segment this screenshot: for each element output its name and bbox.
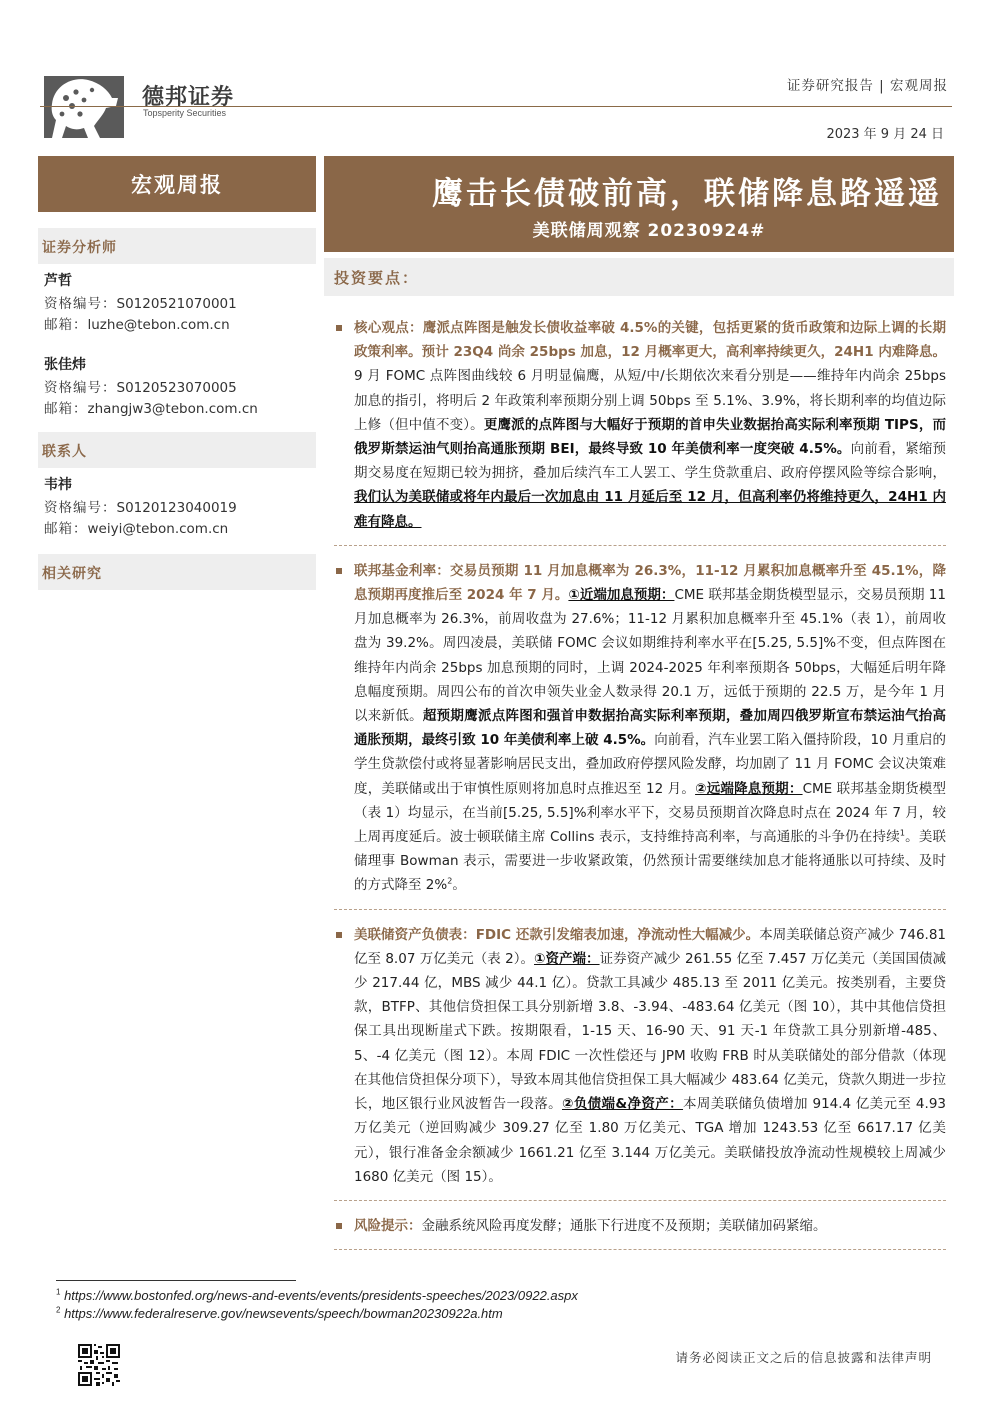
brand-name-cn: 德邦证券 [142, 85, 235, 110]
analyst-cert: 资格编号：S0120523070005 [44, 380, 237, 396]
investment-highlights-heading: 投资要点： [324, 258, 954, 296]
contact-email[interactable]: 邮箱：weiyi@tebon.com.cn [44, 521, 229, 537]
bullet-icon [336, 325, 342, 331]
analyst-name: 张佳炜 [44, 357, 86, 373]
related-research-heading: 相关研究 [38, 554, 316, 590]
footnote-ref[interactable]: 2 [447, 876, 453, 886]
bullet-icon [336, 568, 342, 574]
legal-disclaimer: 请务必阅读正文之后的信息披露和法律声明 [675, 1350, 932, 1365]
sidebar [38, 228, 316, 590]
analyst-heading: 证券分析师 [38, 228, 316, 264]
analyst-email[interactable]: 邮箱：zhangjw3@tebon.com.cn [44, 401, 258, 417]
title-banner [324, 156, 954, 252]
analyst-email[interactable]: 邮箱：luzhe@tebon.com.cn [44, 317, 230, 333]
analyst-cert: 资格编号：S0120521070001 [44, 296, 237, 312]
fed-funds-paragraph: 联邦基金利率：交易员预期 11 月加息概率为 26.3%，11-12 月累积加息概率升至 45.1%，降息预期再度推后至 2024 年 7 月。①近端加息预期：CME 联邦基金期货模型显示，交易员预期 11 月加息概率为 26.3%，前周收盘为 27.6%；11-12 月累积加息概率升至 45.1%（表 1），前周收盘为 39.2%。周四凌晨，美联储 FOMC 会议如期维持利率水平在[5.25, 5.5]%不变，但点阵图在维持年内尚余 25bps 加息预期的同时，上调 2024-2025 年利率预期各 50bps，大幅延后明年降息幅度预期。周四公布的首次申领失业金人数录得 20.1 万，远低于预期的 22.5 万，是今年 1 月以来新低。超预期鹰派点阵图和强首申数据抬高实际利率预期，叠加周四俄罗斯宣布禁运油气抬高通胀预期，最终引致 10 年美债利率上破 4.5%。向前看，汽车业罢工陷入僵持阶段，10 月重启的学生贷款偿付或将显著影响居民支出，叠加政府停摆风险发酵，均加剧了 11 月 FOMC 会议决策难度，美联储或出于审慎性原则将加息时点推迟至 12 月。②远端降息预期：CME 联邦基金期货模型（表 1）均显示，在当前[5.25, 5.5]%利率水平下，交易员预期首次降息时点在 2024 年 7 月，较上周再度延后。波士顿联储主席 Collins 表示，支持维持高利率，与高通胀的斗争仍在持续$^1$。美联储理事 Bowman 表示，需要进一步收紧政策，仍然预计需要继续加息才能将通胀以可持续、及时的方式降至 2%$^2$。 [334, 559, 946, 898]
brand-name-en: Topsperity Securities [143, 108, 227, 118]
report-date: 2023 年 9 月 24 日 [826, 127, 944, 142]
qr-code-icon [78, 1344, 120, 1386]
analyst-card [38, 264, 316, 344]
main-content [334, 316, 946, 1263]
bullet-icon [336, 932, 342, 938]
footnote-ref[interactable]: 1 [899, 828, 905, 838]
dashed-divider [334, 1200, 946, 1201]
dashed-divider [334, 1249, 946, 1250]
tebon-logo [44, 68, 124, 138]
contact-name: 韦祎 [44, 477, 72, 493]
report-title: 鹰击长债破前高，联储降息路遥遥 [432, 176, 942, 212]
report-type: 证券研究报告 | 宏观周报 [786, 78, 948, 94]
header-divider [40, 106, 952, 107]
footnote-divider [56, 1280, 296, 1281]
analyst-name: 芦哲 [44, 273, 72, 289]
contact-cert: 资格编号：S0120123040019 [44, 500, 237, 516]
analyst-card [38, 344, 316, 428]
contact-card [38, 468, 316, 548]
report-subtitle: 美联储周观察 20230924# [532, 221, 766, 241]
report-category-label: 宏观周报 [131, 172, 223, 197]
footnote-2[interactable]: $^2$ https://www.federalreserve.gov/newsevents/speech/bowman20230922a.htm [56, 1305, 503, 1321]
dashed-divider [334, 545, 946, 546]
risk-paragraph: 风险提示：金融系统风险再度发酵；通胀下行进度不及预期；美联储加码紧缩。 [334, 1214, 946, 1238]
balance-sheet-paragraph: 美联储资产负债表：FDIC 还款引发缩表加速，净流动性大幅减少。本周美联储总资产减少 746.81 亿至 8.07 万亿美元（表 2）。①资产端：证券资产减少 261.55 亿至 7.457 万亿美元（美国国债减少 217.44 亿，MBS 减少 44.1 亿）。贷款工具减少 485.13 至 2011 亿美元。按类别看，主要贷款，BTFP、其他信贷担保工具分别新增 3.8、-3.94、-483.64 亿美元（图 10），其中其他信贷担保工具出现断崖式下跌。按期限看，1-15 天、16-90 天、91 天-1 年贷款工具分别新增-485、5、-4 亿美元（图 12）。本周 FDIC 一次性偿还与 JPM 收购 FRB 时从美联储处的部分借款（体现在其他信贷担保分项下），导致本周其他信贷担保工具大幅减少 483.64 亿美元，贷款久期进一步拉长，地区银行业风波暂告一段落。②负债端&净资产：本周美联储负债增加 914.4 亿美元至 4.93 万亿美元（逆回购减少 309.27 亿至 1.80 万亿美元、TGA 增加 1243.53 亿至 6617.17 亿美元），银行准备金余额减少 1661.21 亿至 3.144 万亿美元。美联储投放净流动性规模较上周减少 1680 亿美元（图 15）。 [334, 923, 946, 1189]
core-view-paragraph: 核心观点：鹰派点阵图是触发长债收益率破 4.5%的关键，包括更紧的货币政策和边际上调的长期政策利率。预计 23Q4 尚余 25bps 加息，12 月概率更大，高利率持续更久，24H1 内难降息。9 月 FOMC 点阵图曲线较 6 月明显偏鹰，从短/中/长期依次来看分别是——维持年内尚余 25bps 加息的指引，将明后 2 年政策利率预期分别上调 50bps 至 5.1%、3.9%，将长期利率的均值边际上修（但中值不变）。更鹰派的点阵图与大幅好于预期的首申失业数据抬高实际利率预期 TIPS，而俄罗斯禁运油气则抬高通胀预期 BEI，最终导致 10 年美债利率一度突破 4.5%。向前看，紧缩预期交易度在短期已较为拥挤，叠加后续汽车工人罢工、学生贷款重启、政府停摆风险等综合影响，我们认为美联储或将年内最后一次加息由 11 月延后至 12 月，但高利率仍将维持更久，24H1 内难有降息。 [334, 316, 946, 534]
bullet-icon [336, 1223, 342, 1229]
dashed-divider [334, 909, 946, 910]
report-category-banner [38, 156, 316, 212]
contact-heading: 联系人 [38, 432, 316, 468]
footnote-1[interactable]: $^1$ https://www.bostonfed.org/news-and-events/events/presidents-speeches/2023/0922.aspx [56, 1287, 578, 1303]
